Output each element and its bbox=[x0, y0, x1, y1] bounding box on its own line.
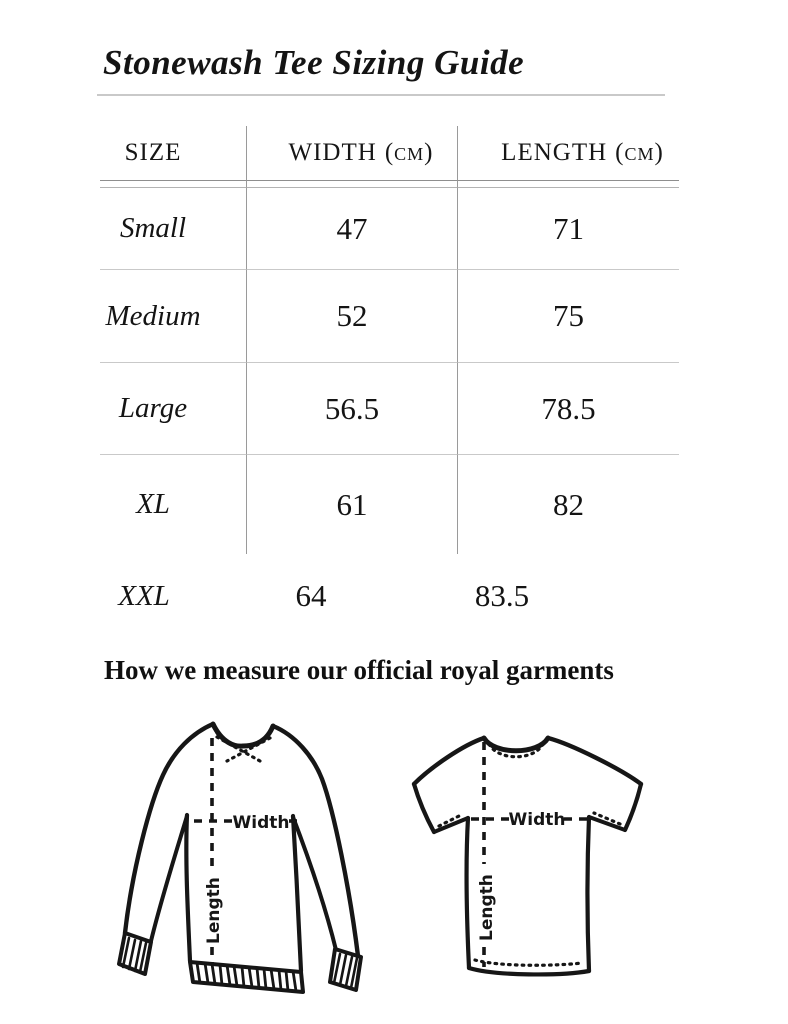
sweater-width-line bbox=[194, 813, 301, 833]
sweater-width-label: Width bbox=[232, 813, 290, 833]
width-cell-large: 56.5 bbox=[247, 363, 458, 455]
column-header-length-unit: (cm) bbox=[615, 139, 664, 166]
page-title: Stonewash Tee Sizing Guide bbox=[103, 43, 525, 82]
width-cell-xxl: 64 bbox=[295, 578, 327, 613]
header-double-rule bbox=[247, 181, 458, 188]
sweater-length-line bbox=[204, 738, 224, 965]
column-header-size-label: SIZE bbox=[124, 139, 182, 166]
width-cell-xl: 61 bbox=[247, 455, 458, 554]
tee-length-label: Length bbox=[477, 874, 497, 941]
measurement-illustrations bbox=[110, 711, 788, 1021]
tee-width-label: Width bbox=[508, 810, 566, 830]
tee-length-line bbox=[477, 742, 497, 967]
column-header-width-label: WIDTH bbox=[288, 139, 377, 166]
length-cell-xl: 82 bbox=[553, 486, 584, 522]
measure-section-heading: How we measure our official royal garments bbox=[104, 655, 614, 685]
column-header-size bbox=[100, 126, 247, 181]
length-cell-xxl: 83.5 bbox=[474, 578, 530, 613]
size-cell-large: Large bbox=[100, 363, 247, 455]
size-cell-xl: XL bbox=[100, 455, 247, 554]
column-header-width bbox=[247, 126, 458, 181]
length-cell-small: 71 bbox=[458, 188, 679, 270]
size-cell-xxl: XXL bbox=[118, 579, 170, 612]
size-cell-small: Small bbox=[100, 188, 247, 270]
header-double-rule bbox=[100, 181, 247, 188]
sweater-outline bbox=[119, 724, 361, 992]
sweater-illustration bbox=[110, 711, 395, 1021]
table-row-xxl bbox=[100, 554, 788, 638]
sweater-length-label: Length bbox=[204, 877, 224, 944]
width-cell-small: 47 bbox=[247, 188, 458, 270]
length-cell-medium: 75 bbox=[458, 270, 679, 363]
header-double-rule bbox=[458, 181, 679, 188]
column-header-length bbox=[458, 126, 679, 181]
tee-outline bbox=[414, 738, 641, 974]
size-cell-medium: Medium bbox=[100, 270, 247, 363]
column-header-width-unit: (cm) bbox=[384, 139, 434, 166]
tee-illustration bbox=[401, 711, 701, 1021]
width-cell-medium: 52 bbox=[247, 270, 458, 363]
column-header-length-label: LENGTH bbox=[501, 139, 608, 166]
title-divider bbox=[97, 94, 665, 96]
tee-width-line bbox=[471, 810, 587, 830]
size-table bbox=[100, 126, 788, 554]
length-cell-large: 78.5 bbox=[458, 363, 679, 455]
